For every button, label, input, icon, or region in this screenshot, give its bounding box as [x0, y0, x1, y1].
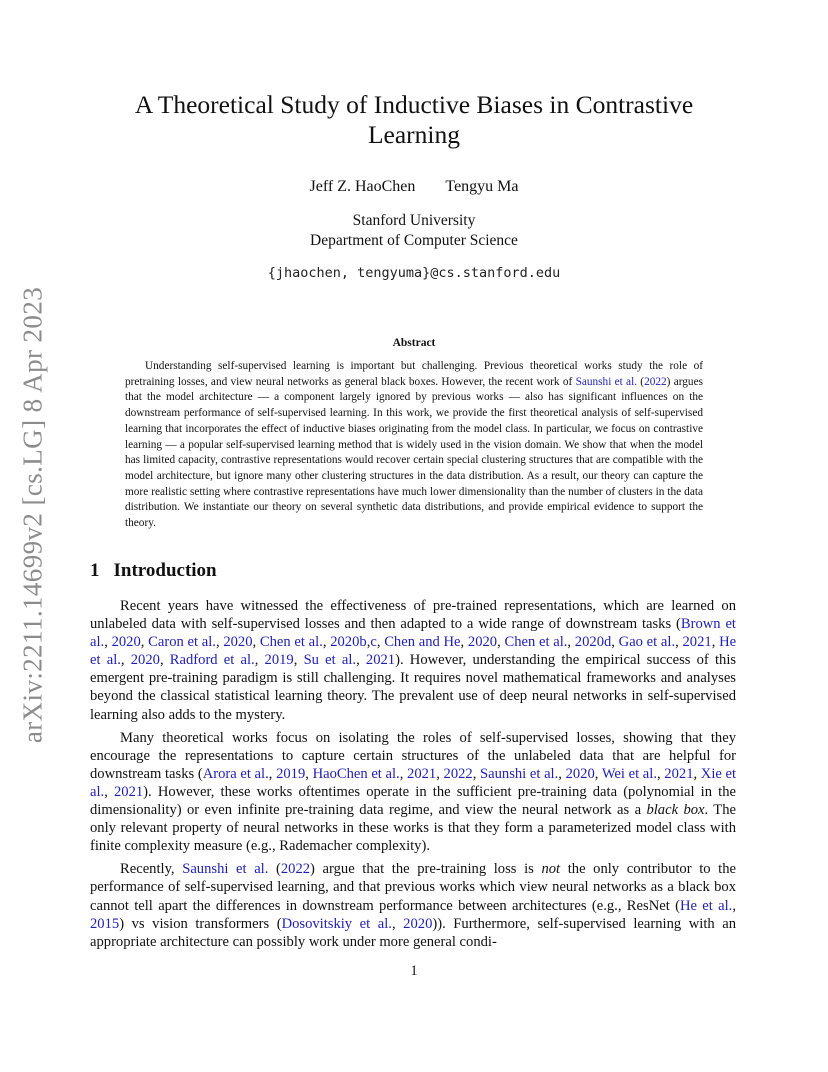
- body-text: ,: [399, 765, 408, 782]
- body-text: ,: [711, 634, 720, 651]
- body-text: )). Furthermore, self-supervised learning with an appropriate architecture can possibly work under more general condi-: [90, 915, 737, 950]
- citation-link[interactable]: Caron et al.: [148, 634, 216, 651]
- body-text: ,: [305, 765, 313, 782]
- section-number: 1: [90, 560, 100, 581]
- body-text: ,: [104, 783, 114, 800]
- body-text: ,: [120, 652, 131, 669]
- citation-link[interactable]: Gao et al.: [618, 634, 676, 651]
- citation-link[interactable]: 2020: [130, 652, 160, 669]
- citation-link[interactable]: Chen and He: [384, 634, 461, 651]
- author-email: {jhaochen, tengyuma}@cs.stanford.edu: [267, 265, 561, 281]
- introduction-body: [90, 597, 736, 956]
- affiliation-university: Stanford University: [352, 212, 476, 229]
- body-text: ,: [497, 634, 505, 651]
- citation-link[interactable]: 2019: [264, 652, 294, 669]
- citation-link[interactable]: 2020b: [330, 634, 367, 651]
- body-text: ,: [268, 765, 277, 782]
- citation-link[interactable]: 2021: [365, 652, 396, 669]
- body-text: ) vs vision transformers (: [119, 915, 282, 932]
- citation-link[interactable]: 2019: [276, 765, 306, 782]
- citation-link[interactable]: Chen et al.: [504, 634, 568, 651]
- body-text: the only contributor to the performance of self-supervised learning, and that previous works which view neural networks as a black box cannot tell apart the differences in downstream performance between architectures (e.g., ResNet (: [90, 861, 736, 914]
- section-heading: [90, 560, 217, 582]
- author-name: Jeff Z. HaoChen: [309, 178, 416, 195]
- body-text: ,: [567, 634, 575, 651]
- body-text: ,: [376, 634, 385, 651]
- body-text: ). However, understanding the empirical success of this emergent pre-training paradigm is still challenging. It requires novel mathematical frameworks and analyses beyond the classical statistical learning theory. The prevalent use of deep neural networks in self-supervised learning also adds to the mystery.: [90, 652, 737, 723]
- citation-link[interactable]: c: [370, 634, 377, 651]
- citation-link[interactable]: Saunshi et al.: [480, 765, 559, 782]
- body-text: ,: [472, 765, 481, 782]
- body-text: ,: [675, 634, 683, 651]
- citation-link[interactable]: Dosovitskiy et al.: [281, 915, 392, 932]
- citation-link[interactable]: HaoChen et al.: [312, 765, 400, 782]
- body-text: (: [268, 861, 281, 878]
- abstract-segment: (: [637, 375, 645, 388]
- body-text: ,: [656, 765, 665, 782]
- body-text: Recently,: [120, 861, 183, 878]
- citation-link[interactable]: 2021: [664, 765, 694, 782]
- abstract-text: [125, 359, 703, 532]
- body-text: ,: [558, 765, 566, 782]
- citation-link[interactable]: Chen et al.: [259, 634, 323, 651]
- body-text: ,: [215, 634, 224, 651]
- citation-link[interactable]: 2020: [467, 634, 498, 651]
- body-text: . The only relevant property of neural networks in these works is that they form a parameterized model class with finite complexity measure (e.g., Rademacher complexity).: [90, 802, 736, 855]
- body-text: ,: [140, 634, 149, 651]
- body-text: Many theoretical works focus on isolating the roles of self-supervised losses, showing that they encourage the representations to capture certain structures of the unlabeled data that are helpful for downstream tasks (: [90, 729, 736, 782]
- emphasis-text: not: [541, 861, 561, 878]
- body-text: ,: [594, 765, 602, 782]
- citation-link[interactable]: Saunshi et al.: [182, 861, 269, 878]
- body-paragraph: [90, 860, 736, 950]
- citation-link[interactable]: 2021: [682, 634, 712, 651]
- citation-link[interactable]: He et al.: [679, 897, 733, 914]
- citation-link[interactable]: He et al.: [90, 634, 737, 669]
- citation-link[interactable]: 2020d: [574, 634, 612, 651]
- citation-link[interactable]: 2020: [403, 915, 433, 932]
- body-text: ,: [436, 765, 444, 782]
- body-text: ,: [391, 915, 404, 932]
- body-text: ,: [460, 634, 468, 651]
- body-text: ,: [252, 634, 260, 651]
- citation-link[interactable]: Wei et al.: [601, 765, 657, 782]
- body-paragraph: [90, 729, 736, 856]
- abstract-heading: Abstract: [392, 337, 436, 349]
- body-text: ,: [732, 897, 736, 914]
- emphasis-text: black box: [646, 802, 705, 819]
- citation-link[interactable]: 2022: [443, 765, 473, 782]
- body-text: ,: [366, 634, 371, 651]
- body-text: ,: [293, 652, 304, 669]
- affiliation-department: Department of Computer Science: [310, 232, 518, 249]
- citation-link[interactable]: Xie et al.: [90, 765, 737, 800]
- abstract-segment: ) argues that the model architecture — a component largely ignored by previous works — also has significant influences on the downstream performance of self-supervised learning. In this work, we provide the first theoretical analysis of self-supervised learning that incorporates the effect of inductive biases originating from the model class. In particular, we focus on contrastive learning — a popular self-supervised learning method that is widely used in the vision domain. We show that when the model has limited capacity, contrastive representations would recover certain special clustering structures that are compatible with the model architecture, but ignore many other clustering structures in the data distribution. As a result, our theory can capture the more realistic setting where contrastive representations have much lower dimensionality than the number of clusters in the data distribution. We instantiate our theory on several synthetic data distributions, and provide empirical evidence to support the theory.: [125, 375, 703, 530]
- citation-link[interactable]: Radford et al.: [169, 652, 255, 669]
- citation-link[interactable]: 2020: [111, 634, 141, 651]
- section-title: Introduction: [113, 560, 217, 581]
- author-name: Tengyu Ma: [445, 178, 519, 195]
- citation-link[interactable]: 2020: [223, 634, 253, 651]
- page-number: 1: [410, 963, 418, 979]
- body-text: Recent years have witnessed the effectiveness of pre-trained representations, which are learned on unlabeled data with self-supervised losses and then adapted to a wide range of downstream tasks (: [90, 598, 736, 633]
- body-text: ,: [693, 765, 701, 782]
- body-text: ,: [159, 652, 170, 669]
- citation-link[interactable]: 2020: [565, 765, 595, 782]
- abstract-segment: Understanding self-supervised learning is important but challenging. Previous theoretical works study the role of pretraining losses, and view neural networks as general black boxes. However, the recent work of: [125, 360, 703, 388]
- author-list: [0, 178, 828, 196]
- body-text: ) argue that the pre-training loss is: [310, 861, 542, 878]
- citation-link[interactable]: Brown et al.: [90, 616, 736, 651]
- body-text: ,: [356, 652, 366, 669]
- citation-link[interactable]: 2021: [407, 765, 437, 782]
- arxiv-stamp: arXiv:2211.14699v2 [cs.LG] 8 Apr 2023: [17, 286, 48, 744]
- paper-title: A Theoretical Study of Inductive Biases in Contrastive Learning: [134, 90, 694, 149]
- citation-link[interactable]: 2015: [90, 915, 120, 932]
- body-text: ). However, these works oftentimes operate in the sufficient pre-training data (polynomial in the dimensionality) or even infinite pre-training data regime, and view the neural network as a: [90, 783, 736, 819]
- body-paragraph: [90, 597, 736, 724]
- citation-link[interactable]: Su et al.: [303, 652, 357, 669]
- citation-link[interactable]: 2021: [113, 783, 144, 800]
- body-text: ,: [322, 634, 331, 651]
- citation-link[interactable]: Arora et al.: [202, 765, 269, 782]
- body-text: ,: [611, 634, 619, 651]
- citation-link[interactable]: 2022: [644, 375, 667, 388]
- body-text: ,: [254, 652, 265, 669]
- body-text: ,: [104, 634, 112, 651]
- citation-link[interactable]: 2022: [280, 861, 311, 878]
- citation-link[interactable]: Saunshi et al.: [575, 375, 638, 388]
